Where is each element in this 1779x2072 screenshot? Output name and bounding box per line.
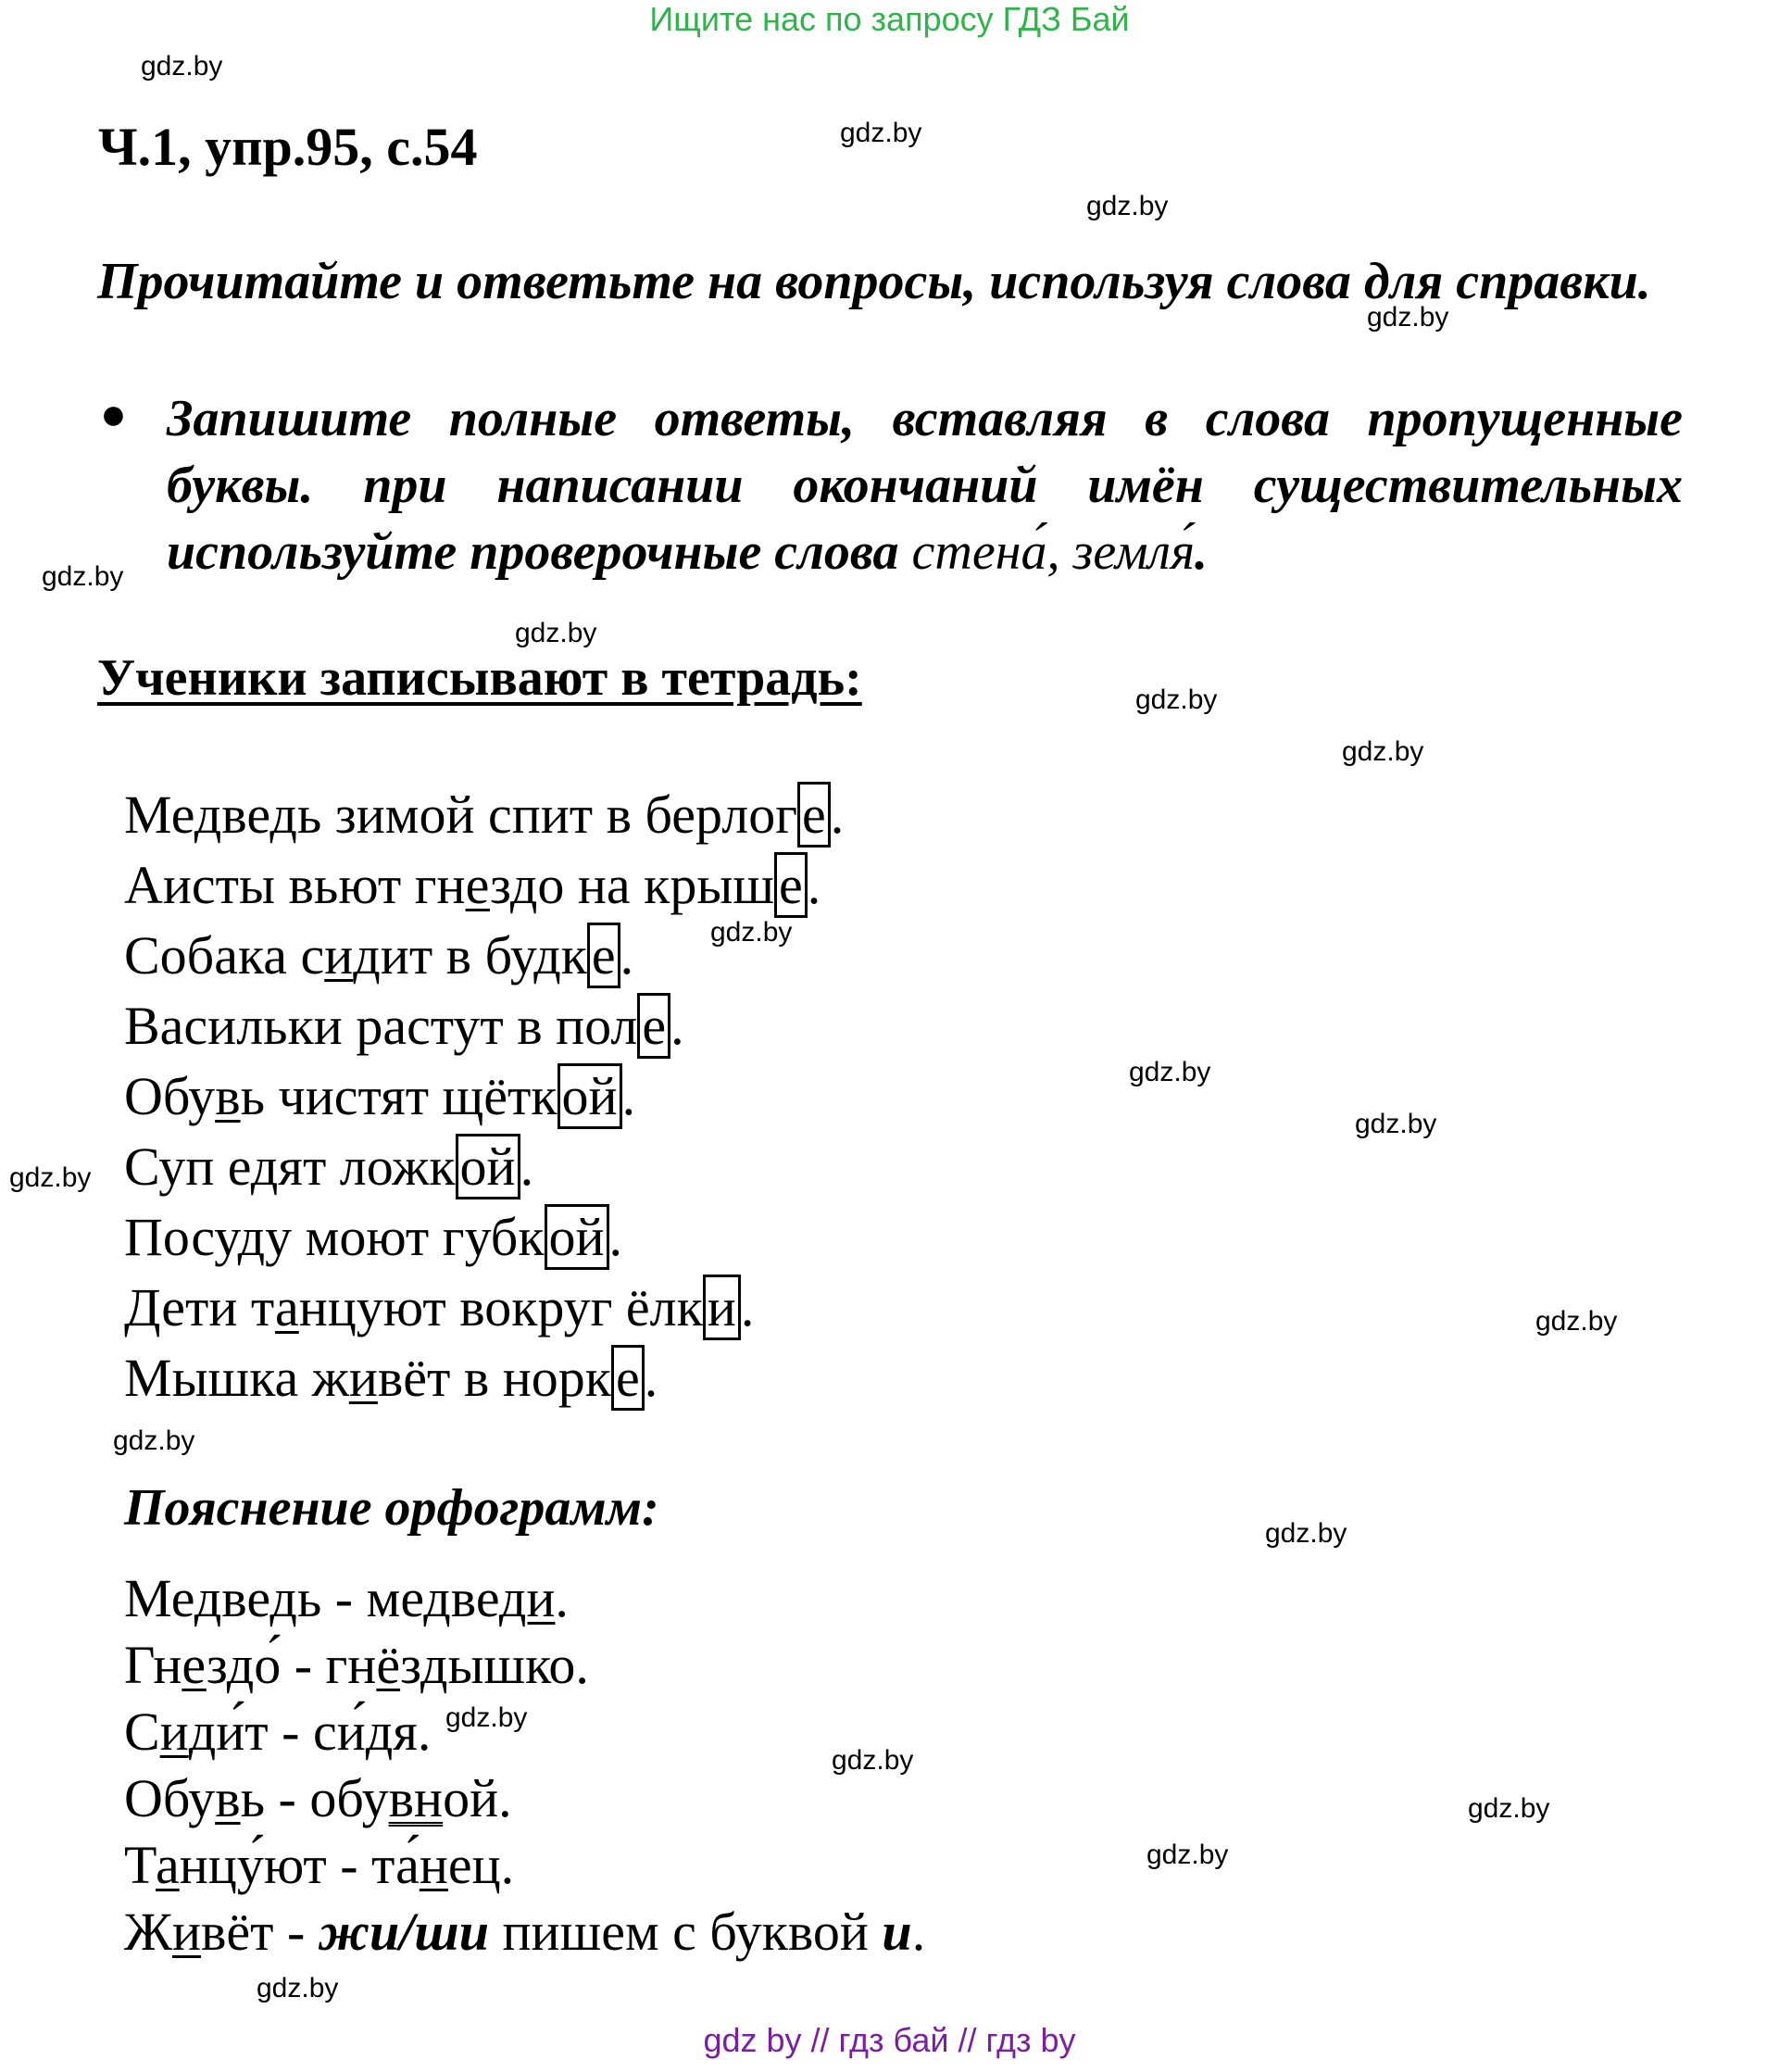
sentence: Медведь зимой спит в берлоге. [124, 780, 844, 850]
task-line-1: Прочитайте и ответьте на вопросы, используя слова для справки. [97, 253, 1651, 310]
explanation-line: Танцу́ют - та́нец. [124, 1835, 515, 1895]
watermark: gdz.by [1535, 1306, 1618, 1337]
bullet-icon: ● [100, 390, 127, 439]
watermark: gdz.by [1265, 1518, 1347, 1549]
ending-box: е [774, 852, 808, 918]
watermark: gdz.by [1129, 1057, 1211, 1087]
ending-box: е [797, 782, 831, 848]
task-text [97, 248, 1683, 315]
watermark: gdz.by [1468, 1793, 1550, 1824]
watermark: gdz.by [257, 1973, 339, 2003]
task-text-2 [167, 385, 1683, 585]
sentence: Обувь чистят щёткой. [124, 1061, 635, 1132]
explanation-line: Гнездо́ - гнёздышко. [124, 1635, 589, 1695]
ending-box: е [637, 993, 670, 1059]
sentence: Дети танцуют вокруг ёлки. [124, 1273, 754, 1343]
watermark: gdz.by [1135, 684, 1218, 715]
explanation-line: Живёт - жи/ши пишем с буквой и. [124, 1902, 926, 1962]
explanation-line: Сиди́т - си́дя. [124, 1702, 432, 1762]
sentence: Посуду моют губкой. [124, 1202, 622, 1273]
watermark: gdz.by [1342, 736, 1424, 767]
watermark: gdz.by [445, 1702, 528, 1733]
top-note: Ищите нас по запросу ГДЗ Бай [649, 0, 1130, 38]
watermark: gdz.by [141, 51, 223, 82]
watermark: gdz.by [840, 118, 922, 148]
ending-box: е [611, 1345, 645, 1411]
page-title: Ч.1, упр.95, с.54 [98, 117, 478, 177]
ending-box: ой [545, 1204, 609, 1270]
watermark: gdz.by [113, 1425, 195, 1456]
watermark: gdz.by [1355, 1109, 1437, 1139]
footer-links[interactable]: gdz by // гдз бай // гдз by [703, 2021, 1076, 2059]
watermark: gdz.by [1367, 302, 1449, 333]
sentence: Суп едят ложкой. [124, 1132, 533, 1202]
ending-box: е [587, 923, 620, 988]
watermark: gdz.by [710, 917, 793, 948]
task-line-2: Запишите полные ответы, вставляя в слова пропущенные буквы. при написании окончаний имён существительных используйте проверочные слова [167, 390, 1683, 581]
explanation-line: Медведь - медведи. [124, 1568, 569, 1628]
sentence: Мышка живёт в норке. [124, 1343, 658, 1413]
watermark: gdz.by [42, 561, 124, 592]
ending-box: ой [456, 1134, 520, 1199]
ending-box: и [703, 1275, 741, 1340]
task-line-2-end: . [1194, 523, 1208, 581]
watermark: gdz.by [9, 1162, 92, 1193]
watermark: gdz.by [1086, 191, 1169, 221]
subheading: Ученики записывают в тетрадь: [97, 649, 862, 707]
watermark: gdz.by [515, 618, 597, 648]
watermark: gdz.by [1146, 1840, 1229, 1870]
watermark: gdz.by [832, 1745, 914, 1776]
sentence: Васильки растут в поле. [124, 991, 684, 1061]
sentence: Аисты вьют гнездо на крыше. [124, 850, 821, 921]
explanation-heading: Пояснение орфограмм: [124, 1479, 659, 1537]
task-examples: стена́, земля́ [911, 523, 1195, 581]
explanation-line: Обувь - обувной. [124, 1768, 512, 1828]
ending-box: ой [558, 1063, 622, 1129]
sentence: Собака сидит в будке. [124, 921, 633, 991]
